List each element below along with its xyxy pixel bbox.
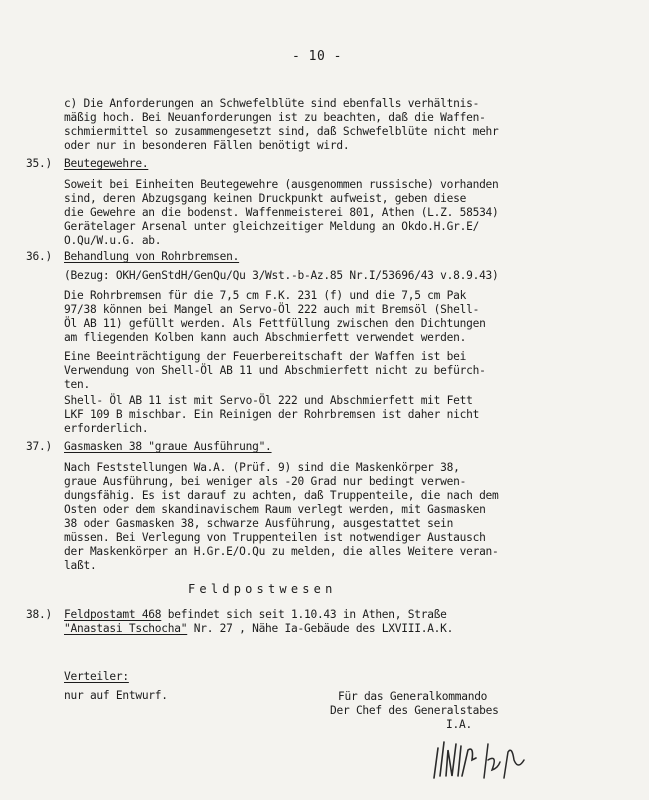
item-38-line2-heading: "Anastasi Tschocha" (64, 622, 188, 635)
item-36-reference: (Bezug: OKH/GenStdH/GenQu/Qu 3/Wst.-b-Az.85 Nr.I/53696/43 v.8.9.43) (64, 269, 499, 282)
item-36-line: 97/38 können bei Mangel an Servo-Öl 222 auch mit Bremsöl (Shell- (64, 303, 480, 316)
item-37-line: der Maskenkörper an H.Gr.E/O.Qu zu melden, die alles Weitere veran- (64, 545, 499, 558)
item-38-line1 (64, 608, 447, 622)
item-37-line: Osten oder dem skandinavischem Raum verlegt werden, mit Gasmasken (64, 503, 486, 516)
item-36-line: ten. (64, 378, 90, 391)
item-37-line: graue Ausführung, bei weniger als -20 Grad nur bedingt verwen- (64, 475, 467, 488)
handwritten-signature (428, 730, 548, 786)
item-36-line: Öl AB 11) gefüllt werden. Als Fettfüllung zwischen den Dichtungen (64, 317, 486, 330)
item-38-line1-text: befindet sich seit 1.10.43 in Athen, Straße (161, 608, 447, 621)
item-35-line: die Gewehre an die bodenst. Waffenmeisterei 801, Athen (L.Z. 58534) (64, 206, 499, 219)
signature-line: I.A. (446, 718, 472, 731)
section-c-line: c) Die Anforderungen an Schwefelblüte sind ebenfalls verhältnis- (64, 97, 480, 110)
item-38-line2 (64, 622, 453, 636)
section-heading: Feldpostwesen (188, 582, 337, 596)
item-37-line: 38 oder Gasmasken 38, schwarze Ausführung, ausgestattet sein (64, 517, 454, 530)
verteiler-label: Verteiler: (64, 670, 129, 683)
item-35-line: O.Qu/W.u.G. ab. (64, 234, 162, 247)
item-35-line: sind, deren Abzugsgang keinen Druckpunkt aufweist, geben diese (64, 192, 467, 205)
item-35-number: 35.) (26, 157, 52, 170)
item-38-number: 38.) (26, 608, 52, 621)
item-36-line: Shell- Öl AB 11 ist mit Servo-Öl 222 und Abschmierfett mit Fett (64, 394, 473, 407)
item-36-line: Eine Beeinträchtigung der Feuerbereitschaft der Waffen ist bei (64, 350, 467, 363)
page-number: - 10 - (292, 49, 342, 64)
item-36-line: LKF 109 B mischbar. Ein Reinigen der Rohrbremsen ist daher nicht (64, 408, 480, 421)
item-35-line: Gerätelager Arsenal unter gleichzeitiger Meldung an Okdo.H.Gr.E/ (64, 220, 480, 233)
item-38-line1-heading: Feldpostamt 468 (64, 608, 162, 621)
item-36-line: Die Rohrbremsen für die 7,5 cm F.K. 231 (f) und die 7,5 cm Pak (64, 289, 467, 302)
item-36-number: 36.) (26, 250, 52, 263)
section-c-line: schmiermittel so zusammengesetzt sind, daß Schwefelblüte nicht mehr (64, 125, 499, 138)
section-c-line: mäßig hoch. Bei Neuanforderungen ist zu beachten, daß die Waffen- (64, 111, 486, 124)
item-36-line: am fliegenden Kolben kann auch Abschmierfett verwendet werden. (64, 331, 467, 344)
item-36-line: Verwendung von Shell-Öl AB 11 und Abschmierfett nicht zu befürch- (64, 364, 486, 377)
item-35-heading: Beutegewehre. (64, 157, 149, 170)
item-35-line: Soweit bei Einheiten Beutegewehre (ausgenommen russische) vorhanden (64, 178, 499, 191)
section-c-line: oder nur in besonderen Fällen benötigt wird. (64, 139, 350, 152)
item-37-line: müssen. Bei Verlegung von Truppenteilen ist notwendiger Austausch (64, 531, 486, 544)
item-37-line: Nach Feststellungen Wa.A. (Prüf. 9) sind die Maskenkörper 38, (64, 461, 460, 474)
item-37-line: laßt. (64, 559, 97, 572)
item-37-line: dungsfähig. Es ist darauf zu achten, daß Truppenteile, die nach dem (64, 489, 499, 502)
item-37-number: 37.) (26, 440, 52, 453)
verteiler-text: nur auf Entwurf. (64, 689, 168, 702)
item-38-line2-text: Nr. 27 , Nähe Ia-Gebäude des LXVIII.A.K. (187, 622, 454, 635)
item-36-line: erforderlich. (64, 422, 149, 435)
signature-line: Für das Generalkommando (338, 690, 488, 703)
item-36-heading: Behandlung von Rohrbremsen. (64, 250, 240, 263)
signature-line: Der Chef des Generalstabes (330, 704, 499, 717)
item-37-heading: Gasmasken 38 "graue Ausführung". (64, 440, 272, 453)
